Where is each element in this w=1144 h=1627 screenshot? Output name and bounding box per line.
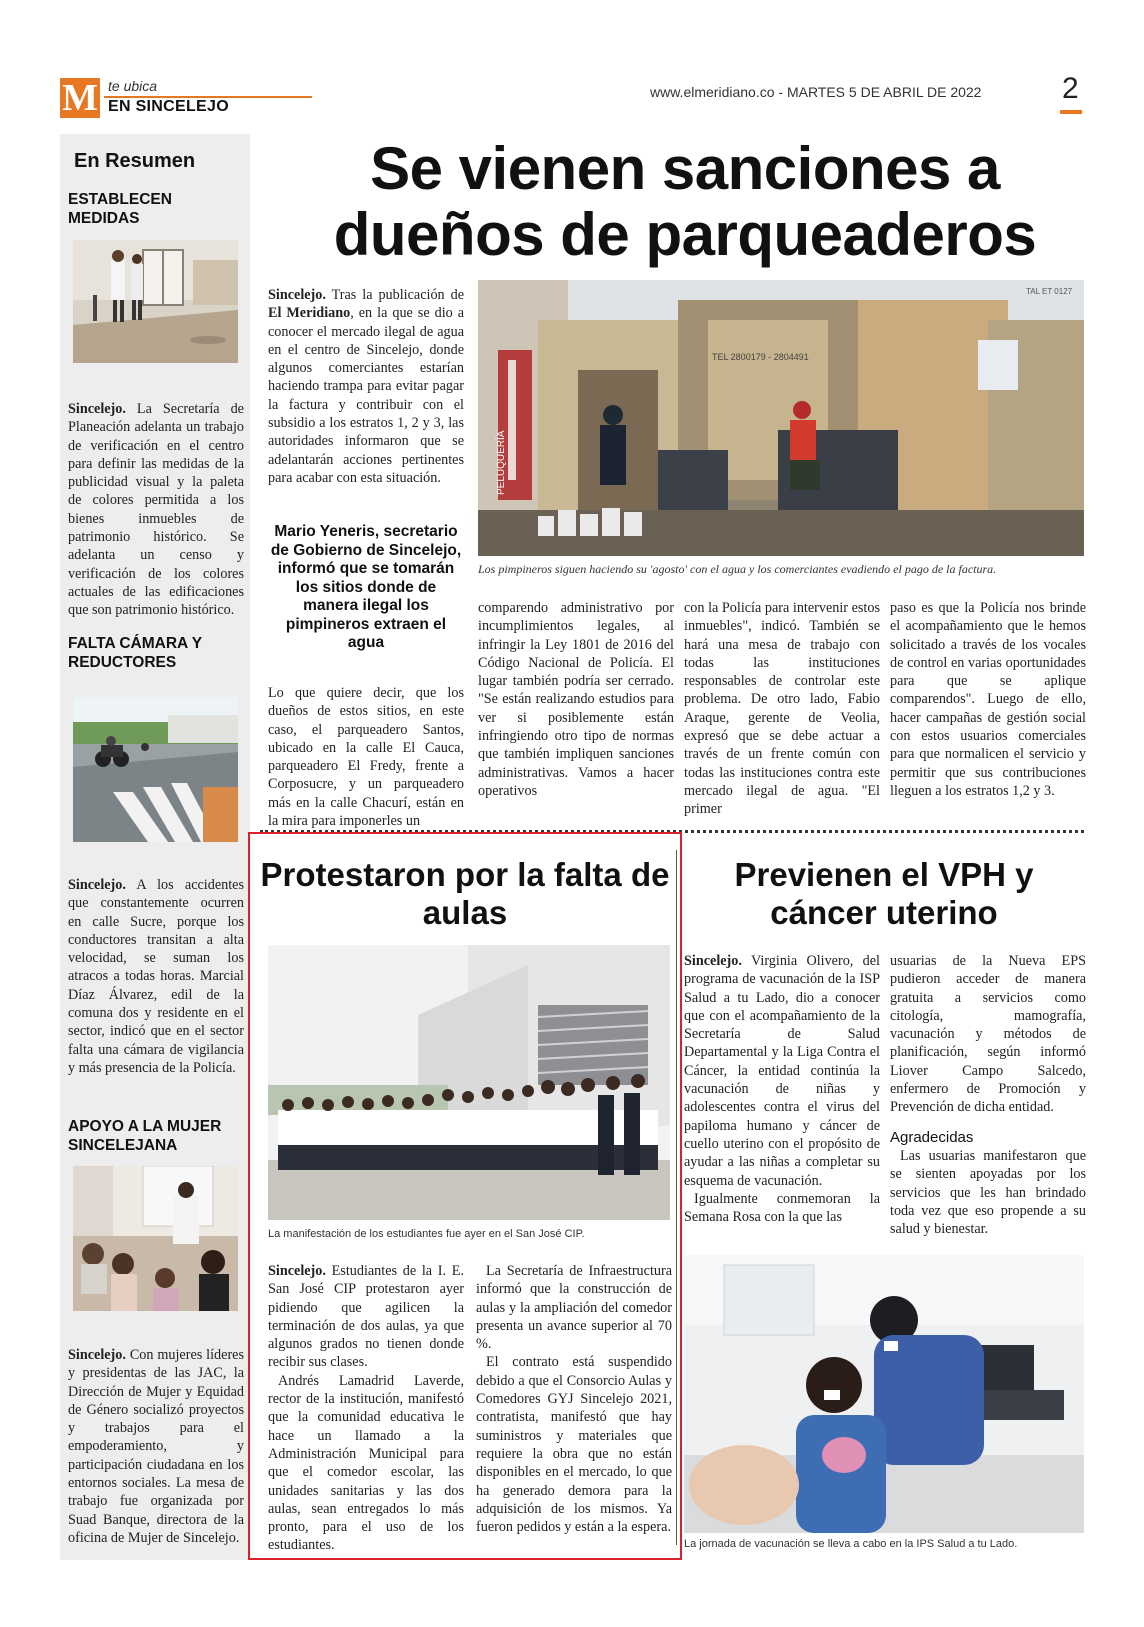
sidebar-text-1 [68, 400, 244, 620]
sidebar-heading-2: FALTA CÁMARA Y REDUCTORES [68, 635, 202, 671]
protest-col-1 [268, 1262, 464, 1555]
main-col-2 [478, 599, 674, 800]
tagline-small: te ubica [108, 78, 158, 94]
main-intro [268, 286, 464, 487]
protest-col-1-text: Estudiantes de la I. E. San José CIP protestaron ayer pidiendo que agilicen la terminación de dos aulas, ya que algunos grados no tienen donde recibir sus clases. [268, 1263, 464, 1371]
main-col-4 [890, 599, 1086, 800]
sidebar-photo-2 [73, 697, 238, 842]
page-number: 2 [1062, 72, 1079, 105]
protest-col-2 [476, 1262, 672, 1536]
main-col-3-text: con la Policía para intervenir estos inmuebles", indicó. También se hará una mesa de trabajo con todas las instituciones responsables de controlar este problema. De otro lado, Fabio Araque, gerente de Veolia, expresó que se debe actuar a través de un frente común con todas las instituciones contra este mercado ilegal de agua. "El primer [684, 600, 880, 818]
sidebar-heading-1: ESTABLECEN MEDIDAS [68, 191, 172, 227]
main-headline: Se vienen sanciones a dueños de parqueaderos [333, 135, 1037, 268]
protest-photo [268, 945, 670, 1220]
sidebar-photo-1 [73, 240, 238, 363]
students-protest-photo [268, 945, 670, 1220]
main-col-1 [268, 684, 464, 830]
logo: M [60, 78, 100, 118]
protest-photo-caption: La manifestación de los estudiantes fue ayer en el San José CIP. [268, 1228, 585, 1240]
page-number-underline [1060, 110, 1082, 114]
sidebar-photo-3 [73, 1166, 238, 1311]
main-col-1-text: Lo que quiere decir, que los dueños de estos sitios, en este caso, el parqueadero Santos, ubicado en la calle El Cauca, parqueadero El Fredy, frente a Corposucre, y un parqueadero más en la calle Chacurí, están en la mira para imponerles un [268, 685, 464, 830]
main-col-4-text: paso es que la Policía nos brinde el acompañamiento que le hemos solicitado a través de los vocales de control en varias oportunidades para que se aplique comparendos". Luego de ello, hacer campañas de gestión social con estos usuarios comerciales para que normalicen el servicio y permitir que sus contribuciones lleguen a los estratos 1,2 y 3. [890, 600, 1086, 799]
sidebar-body-3: Con mujeres líderes y presidentas de las JAC, la Dirección de Mujer y Equidad de Género socializó proyectos y trabajos para el empoderamiento, y participación ciudadana en los entornos sociales. La mesa de trabajo fue organizada por Suad Banque, directora de la oficina de Mujer de Sincelejo. [68, 1347, 244, 1546]
protest-col-1-p2: Andrés Lamadrid Laverde, rector de la institución, manifestó que la comunidad educativa le hace un llamado a la Administración Municipal para que el comedor escolar, las unidades sanitarias y las dos aulas, sean entregados lo más pronto, para el uso de los estudiantes. [268, 1372, 464, 1554]
section-name: EN SINCELEJO [108, 98, 229, 115]
vph-col-2 [890, 952, 1086, 1238]
sidebar-lead-3: Sincelejo. [68, 1347, 126, 1363]
sidebar-lead-1: Sincelejo. [68, 401, 126, 417]
sidebar-text-3 [68, 1346, 244, 1547]
main-photo-caption: Los pimpineros siguen haciendo su 'agosto' con el agua y los comerciantes evadiendo el pago de la factura. [478, 562, 997, 576]
vph-subhead: Agradecidas [890, 1128, 974, 1146]
sidebar-title: En Resumen [74, 150, 196, 172]
vph-col-2-p1: usuarias de la Nueva EPS pudieron acceder de manera gratuita a servicios como citología, mamografía, vacunación y métodos de planificación, según informó Liover Campo Salcedo, enfermero de Promoción y Prevención de dicha entidad. [890, 953, 1086, 1116]
women-meeting-photo [73, 1166, 238, 1311]
column-separator [676, 850, 677, 1545]
pull-quote: Mario Yeneris, secretario de Gobierno de Sincelejo, informó que se tomarán los sitios donde de manera ilegal los pimpineros extraen el agua [270, 523, 462, 651]
sidebar-text-2 [68, 876, 244, 1077]
protest-lead: Sincelejo. [268, 1263, 326, 1279]
main-intro-bold: El Meridiano [268, 305, 351, 322]
vph-lead: Sincelejo. [684, 953, 742, 969]
main-col-2-text: comparendo administrativo por incumplimientos legales, al infringir la Ley 1801 de 2016 del Código Nacional de Policía. El lugar también podría ser cerrado. "Se están realizando estudios para ver si posiblemente están infringiendo otro tipo de normas que también impliquen sanciones administrativas. Vamos a hacer operativos [478, 600, 674, 799]
vph-headline: Previenen el VPH y cáncer uterino [734, 856, 1034, 931]
vph-col-1-p2: Igualmente conmemoran la Semana Rosa con la que las [684, 1190, 880, 1226]
protest-col-2-p1: La Secretaría de Infraestructura informó que la construcción de aulas y la ampliación del comedor presenta un avance superior al 70 %. [476, 1263, 672, 1353]
vph-col-1 [684, 952, 880, 1226]
protest-headline: Protestaron por la falta de aulas [260, 856, 670, 931]
sign-plate: TAL ET 0127 [1026, 287, 1073, 296]
pimpineros-photo [478, 280, 1084, 556]
main-intro-lead: Sincelejo. [268, 287, 326, 303]
road-crossing-photo [73, 697, 238, 842]
vph-photo-caption: La jornada de vacunación se lleva a cabo en la IPS Salud a tu Lado. [684, 1538, 1018, 1550]
sidebar-body-2: A los accidentes que constantemente ocurren en calle Sucre, porque los conductores transitan a alta velocidad, se suman los atracos a todas horas. Marcial Díaz Álvarez, edil de la comuna dos y residente en el sector, indicó que en el sector falta una cámara de vigilancia y más presencia de la Policía. [68, 877, 244, 1076]
main-photo [478, 280, 1084, 556]
vaccination-photo [684, 1255, 1084, 1533]
vph-col-1-text: Virginia Olivero, del programa de vacunación de la ISP Salud a tu Lado, dio a conocer que con el acompañamiento de la Secretaría de Salud Departamental y la Liga Contra el Cáncer, la entidad continúa la vacunación de niñas y adolescentes contra el virus del papiloma humano y cáncer de cuello uterino con el propósito de ayudar a las niñas a completar su esquema de vacunación. [684, 953, 880, 1189]
main-col-3 [684, 599, 880, 819]
sign-peluqueria: PELUQUERÍA [496, 430, 507, 495]
site-and-date[interactable]: www.elmeridiano.co - MARTES 5 DE ABRIL DE 2022 [650, 84, 982, 100]
vph-col-2-p2: Las usuarias manifestaron que se sienten apoyadas por los servicios que les han brindado toda vez que eso propende a su salud y bienestar. [890, 1147, 1086, 1238]
sidebar-heading-3: APOYO A LA MUJER SINCELEJANA [68, 1118, 222, 1154]
main-intro-text-1: Tras la publicación de [325, 287, 464, 303]
sidebar-lead-2: Sincelejo. [68, 877, 126, 893]
vph-photo [684, 1255, 1084, 1533]
sidebar-body-1: La Secretaría de Planeación adelanta un trabajo de verificación en el centro para definir las medidas de la publicidad visual y la paleta de colores permitida a los bienes inmuebles de patrimonio histórico. Se adelanta un censo y verificación de los colores actuales de las edificaciones que son patrimonio histórico. [68, 401, 244, 619]
street-inspection-photo [73, 240, 238, 363]
main-intro-text-2: , en la que se dio a conocer el mercado ilegal de agua en el centro de Sincelejo, donde algunos comerciantes estarían haciendo trampa para evitar pagar la factura y contribuir con el subsidio a los estratos 1, 2 y 3, las autoridades informaron que se adelantarán acciones pertinentes para acabar con esta situación. [268, 305, 465, 486]
protest-col-2-p2: El contrato está suspendido debido a que el Consorcio Aulas y Comedores GYJ Sincelejo 2021, contratista, manifestó que hay suministros y materiales que requiere la obra que no están disponibles en el mercado, lo que ha generado demora para la adquisición de los mismos. Ya fueron pedidos y están a la espera. [476, 1354, 672, 1536]
sign-phone: TEL 2800179 - 2804491 [712, 352, 809, 362]
